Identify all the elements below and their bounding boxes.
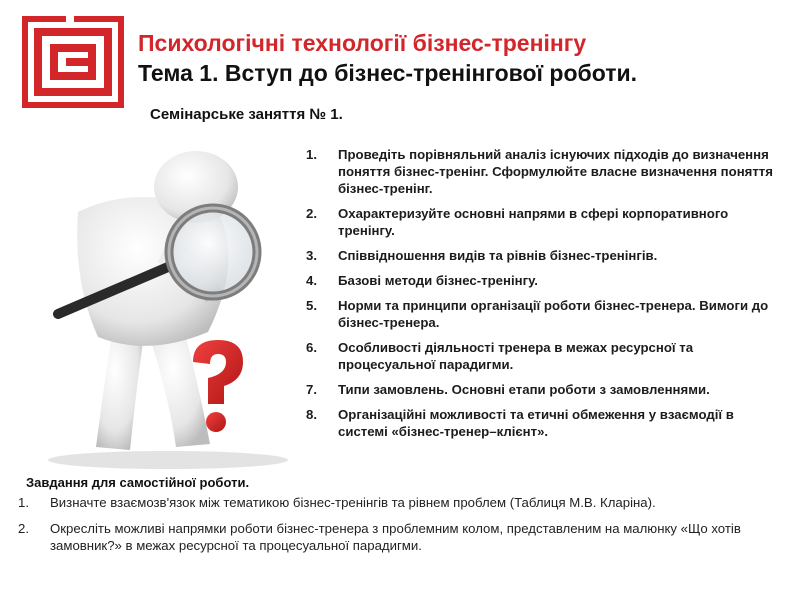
list-number: 1. [306,147,317,162]
seminar-task-list [306,146,776,448]
topic-title: Тема 1. Вступ до бізнес-тренінгової роботи. [138,60,637,86]
list-item [306,339,776,373]
self-work-heading: Завдання для самостійної роботи. [26,475,250,490]
list-item-text: Окресліть можливі напрямки роботи бізнес-тренера з проблемним колом, представленим на малюнку «Що хотів замовник?» в межах ресурсної та процесуальної парадигми. [50,521,741,553]
list-item-text: Проведіть порівняльний аналіз існуючих підходів до визначення поняття бізнес-тренінг. Сформулюйте власне визначення поняття бізнес-тренінг. [338,147,773,196]
list-item [14,494,774,511]
list-number: 5. [306,298,317,313]
list-item [306,406,776,440]
list-item [14,520,774,554]
list-item [306,272,776,289]
list-item [306,205,776,239]
list-item-text: Визначте взаємозв'язок між тематикою бізнес-тренінгів та рівнем проблем (Таблиця М.В. Кларіна). [50,495,656,510]
list-number: 4. [306,273,317,288]
figure-with-magnifier-icon [18,142,303,472]
list-item [306,297,776,331]
list-item-text: Базові методи бізнес-тренінгу. [338,273,538,288]
list-item-text: Особливості діяльності тренера в межах ресурсної та процесуальної парадигми. [338,340,694,372]
list-item-text: Співвідношення видів та рівнів бізнес-тренінгів. [338,248,658,263]
list-item-text: Організаційні можливості та етичні обмеження у взаємодії в системі «бізнес-тренер–клієнт». [338,407,734,439]
list-number: 6. [306,340,317,355]
list-item [306,381,776,398]
list-item-text: Охарактеризуйте основні напрями в сфері корпоративного тренінгу. [338,206,729,238]
list-item-text: Типи замовлень. Основні етапи роботи з замовленнями. [338,382,710,397]
list-item [306,247,776,264]
seminar-heading: Семінарське заняття № 1. [150,106,343,123]
list-number: 2. [306,206,317,221]
list-number: 1. [18,495,29,510]
page-title: Психологічні технології бізнес-тренінгу [138,30,587,56]
list-item [306,146,776,197]
red-meander-logo-icon [22,16,124,108]
list-number: 3. [306,248,317,263]
list-number: 2. [18,521,29,536]
list-item-text: Норми та принципи організації роботи бізнес-тренера. Вимоги до бізнес-тренера. [338,298,769,330]
self-work-list [14,494,774,563]
list-number: 7. [306,382,317,397]
list-number: 8. [306,407,317,422]
